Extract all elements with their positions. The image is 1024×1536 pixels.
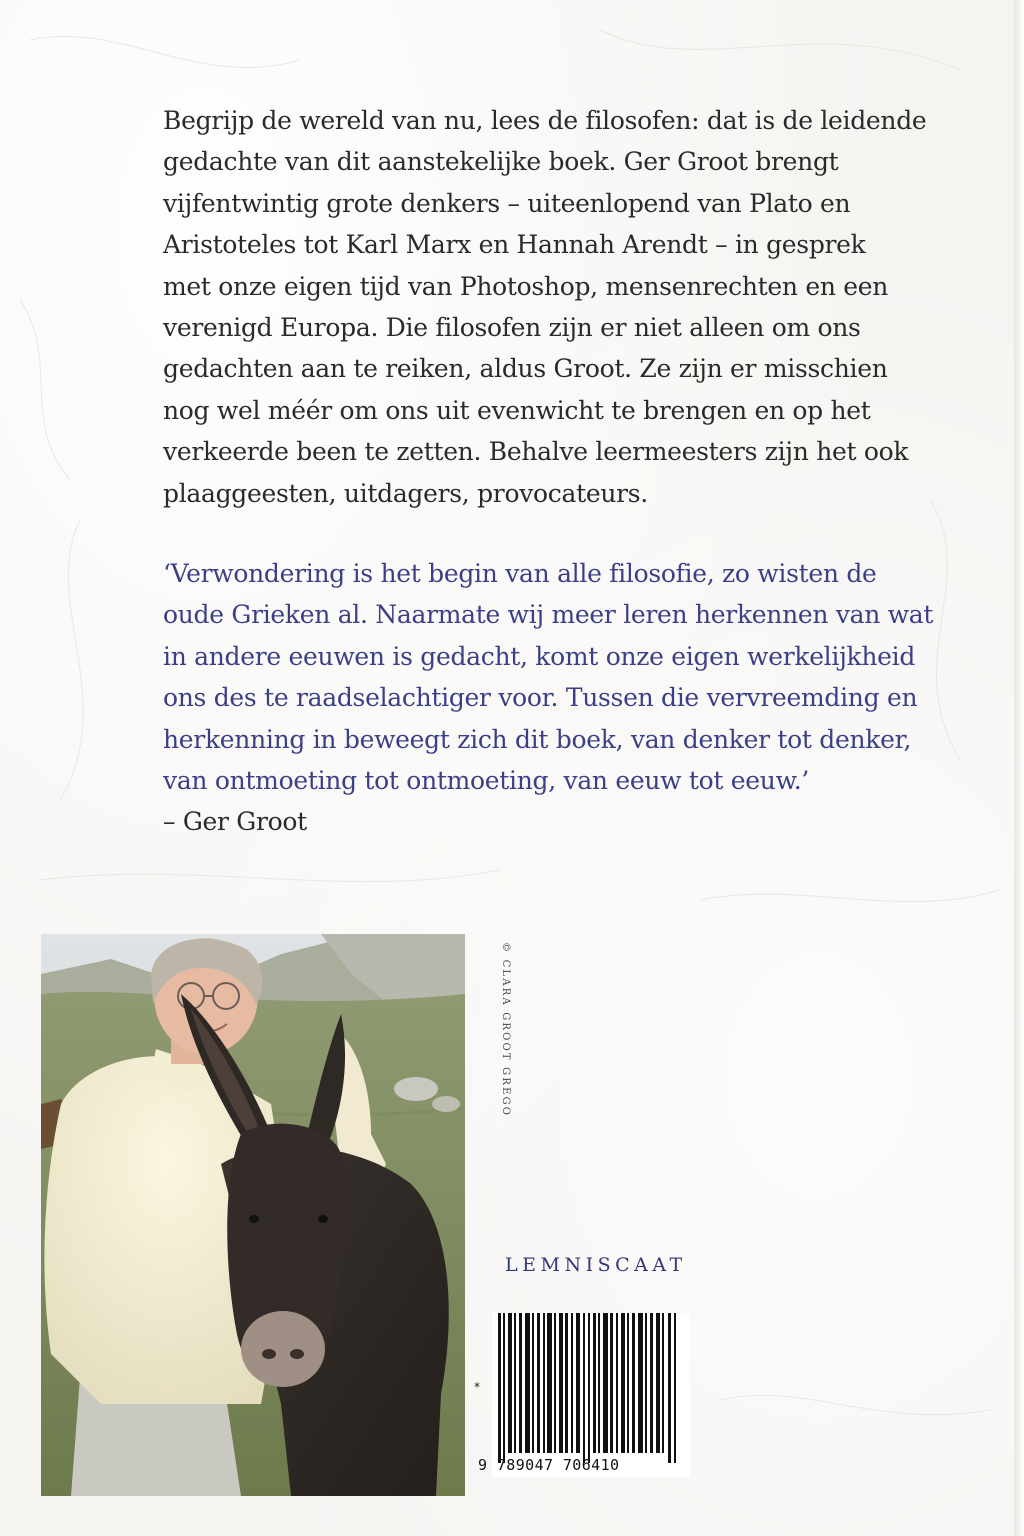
- photo-credit: © CLARA GROOT GREGO: [500, 942, 511, 1118]
- page-edge: [1014, 0, 1024, 1536]
- author-quote: [163, 553, 934, 843]
- blurb-paragraph: [163, 100, 927, 514]
- author-photo: [41, 934, 465, 1496]
- quote-line: ons des te raadselachtiger voor. Tussen die vervreemding en: [163, 683, 918, 713]
- blurb-line: gedachten aan te reiken, aldus Groot. Ze zijn er misschien: [163, 354, 888, 384]
- blurb-line: nog wel méér om ons uit evenwicht te brengen en op het: [163, 395, 871, 425]
- blurb-line: Aristoteles tot Karl Marx en Hannah Arendt – in gesprek: [163, 230, 866, 260]
- quote-line: oude Grieken al. Naarmate wij meer leren herkennen van wat: [163, 600, 934, 630]
- blurb-line: vijfentwintig grote denkers – uiteenlopend van Plato en: [163, 188, 851, 218]
- blurb-line: Begrijp de wereld van nu, lees de filosofen: dat is de leidende: [163, 106, 927, 135]
- author-with-donkey-illustration: [41, 934, 465, 1496]
- barcode: [492, 1313, 690, 1477]
- quote-attribution: – Ger Groot: [163, 807, 307, 837]
- quote-line: herkenning in beweegt zich dit boek, van denker tot denker,: [163, 724, 912, 754]
- blurb-line: met onze eigen tijd van Photoshop, mensenrechten en een: [163, 271, 889, 301]
- blurb-line: verkeerde been te zetten. Behalve leermeesters zijn het ook: [163, 437, 909, 467]
- quote-line: ‘Verwondering is het begin van alle filosofie, zo wisten de: [163, 559, 877, 588]
- publisher-name: LEMNISCAAT: [505, 1254, 687, 1276]
- quote-line: in andere eeuwen is gedacht, komt onze eigen werkelijkheid: [163, 641, 916, 671]
- barcode-bars: [492, 1313, 690, 1463]
- quote-line: van ontmoeting tot ontmoeting, van eeuw tot eeuw.’: [163, 766, 810, 796]
- isbn-number: 9 789047 706410: [478, 1456, 620, 1474]
- blurb-line: verenigd Europa. Die filosofen zijn er niet alleen om ons: [163, 313, 861, 343]
- blurb-line: gedachte van dit aanstekelijke boek. Ger Groot brengt: [163, 147, 839, 177]
- barcode-marker: *: [474, 1380, 480, 1394]
- blurb-line: plaaggeesten, uitdagers, provocateurs.: [163, 478, 648, 508]
